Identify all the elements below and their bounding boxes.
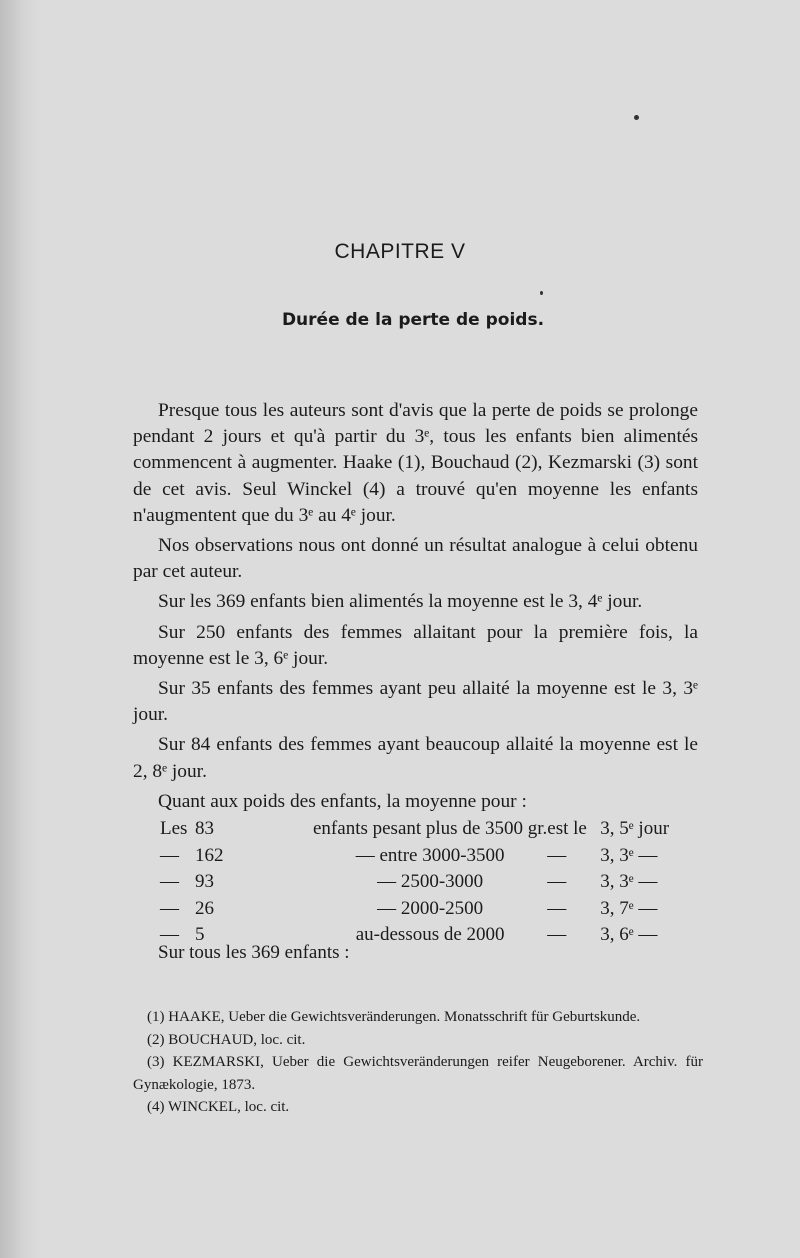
- table-row: [160, 869, 725, 896]
- footnote: (3) KEZMARSKI, Ueber die Gewichtsveränderungen reifer Neugeborener. Archiv. für Gynækologie, 1873.: [133, 1054, 703, 1093]
- table-cell: — 2500-3000: [377, 871, 484, 892]
- ink-speck: [540, 291, 543, 295]
- table-cell: au-dessous de 2000: [355, 924, 505, 945]
- footnote: (2) BOUCHAUD, loc. cit.: [147, 1031, 306, 1048]
- table-cell: — entre 3000-3500: [355, 844, 505, 866]
- table-cell: —: [160, 897, 179, 919]
- paragraph: Quant aux poids des enfants, la moyenne pour :: [158, 790, 527, 812]
- paragraph: Sur 84 enfants des femmes ayant beaucoup allaité la moyenne est le 2, 8ᵉ jour.: [133, 734, 698, 782]
- table-cell: —: [547, 897, 567, 919]
- total-line: Sur tous les 369 enfants :: [158, 942, 350, 963]
- table-cell: 83: [195, 818, 214, 839]
- table-cell: —: [160, 871, 179, 892]
- table-cell: —: [160, 844, 179, 866]
- section-title: Durée de la perte de poids.: [281, 310, 545, 330]
- table-cell: 5: [195, 924, 205, 945]
- footnote: (1) HAAKE, Ueber die Gewichtsveränderungen. Monatsschrift für Geburtskunde.: [147, 1009, 641, 1025]
- table-cell: — 2000-2500: [377, 897, 484, 919]
- table-cell: 3, 7ᵉ —: [600, 897, 658, 919]
- table-cell: 93: [195, 871, 214, 892]
- paragraph: Presque tous les auteurs sont d'avis que la perte de poids se prolonge pendant 2 jours et qu'à partir du 3ᵉ, tous les enfants bien alimentés commencent à augmenter. Haake (1), Bouchaud (2), Kezmarski (3) sont de cet avis. Seul Winckel (4) a trouvé qu'en moyenne les enfants n'augmentent que du 3ᵉ au 4ᵉ jour.: [133, 400, 698, 526]
- weights-table: [160, 816, 725, 949]
- table-row: [160, 816, 725, 843]
- table-cell: —: [160, 924, 179, 945]
- table-cell: est le: [547, 818, 587, 839]
- paragraph: Sur 35 enfants des femmes ayant peu allaité la moyenne est le 3, 3ᵉ jour.: [133, 678, 698, 726]
- table-row: [160, 843, 725, 870]
- paragraph: Sur les 369 enfants bien alimentés la moyenne est le 3, 4ᵉ jour.: [158, 591, 643, 613]
- table-cell: 162: [195, 844, 224, 866]
- table-cell: 3, 5ᵉ jour: [600, 818, 670, 839]
- table-cell: 3, 3ᵉ —: [600, 844, 658, 866]
- paragraph: Nos observations nous ont donné un résultat analogue à celui obtenu par cet auteur.: [133, 535, 698, 583]
- table-cell: 3, 6ᵉ —: [600, 924, 658, 945]
- table-cell: 3, 3ᵉ —: [600, 871, 658, 892]
- table-cell: —: [547, 924, 567, 945]
- body-text: [133, 398, 698, 815]
- table-cell: Les: [160, 818, 188, 839]
- table-cell: 26: [195, 897, 214, 919]
- table-cell: —: [547, 844, 567, 866]
- paragraph: Sur 250 enfants des femmes allaitant pour la première fois, la moyenne est le 3, 6ᵉ jour.: [133, 621, 698, 669]
- chapter-heading: CHAPITRE V: [334, 240, 466, 263]
- table-cell: enfants pesant plus de 3500 gr.: [313, 818, 548, 839]
- ink-speck: [634, 115, 639, 120]
- table-cell: —: [547, 871, 567, 892]
- footnote: (4) WINCKEL, loc. cit.: [147, 1099, 290, 1115]
- table-row: [160, 896, 725, 923]
- footnotes: [133, 1006, 703, 1119]
